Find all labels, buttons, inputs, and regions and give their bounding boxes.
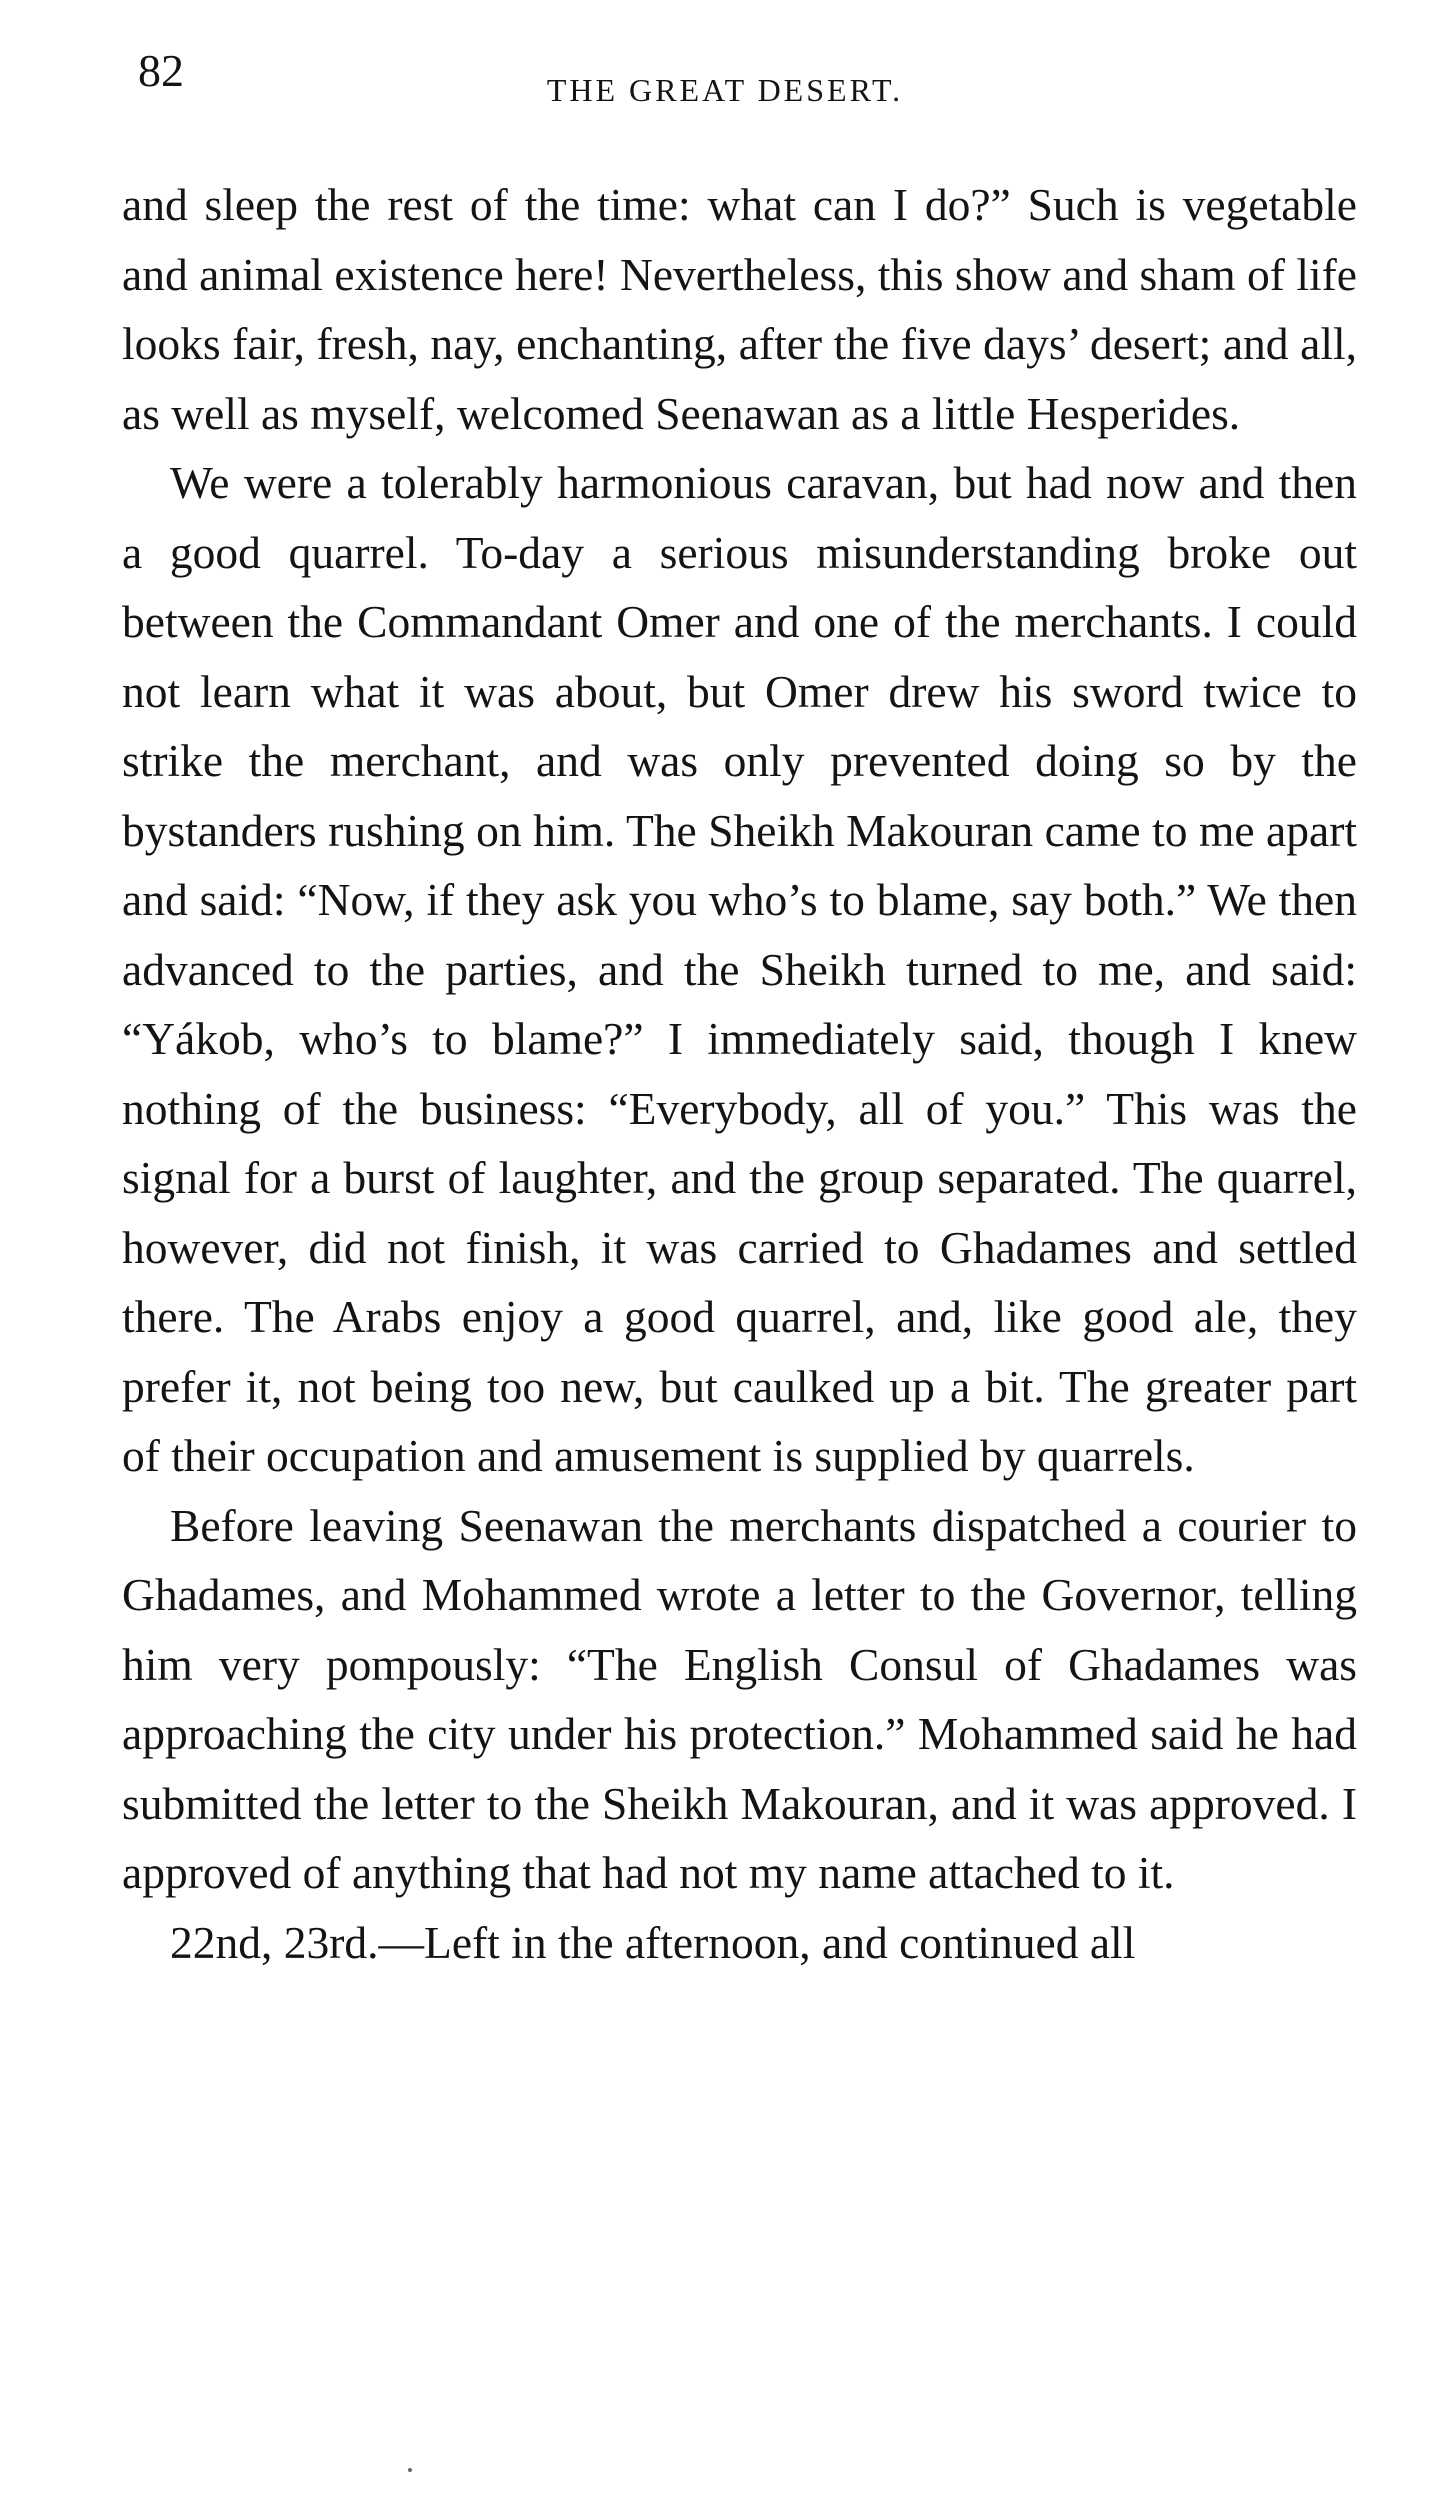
running-title: THE GREAT DESERT. — [546, 72, 904, 108]
page-body — [122, 170, 1357, 1977]
page-number: 82 — [138, 45, 184, 96]
paragraph-courier: Before leaving Seenawan the merchants dispatched a courier to Ghadames, and Mohammed wrote a letter to the Governor, telling him very pompously: “The English Consul of Ghadames was approaching the city under his protection.” Mohammed said he had submitted the letter to the Sheikh Makouran, and it was approved. I approved of anything that had not my name attached to it. — [122, 1499, 1357, 1898]
paragraph-diary-entry: 22nd, 23rd.—Left in the afternoon, and continued all — [170, 1916, 1136, 1968]
paragraph-quarrel: We were a tolerably harmonious caravan, but had now and then a good quarrel. To-day a serious misunderstanding broke out between the Commandant Omer and one of the merchants. I could not learn what it was about, but Omer drew his sword twice to strike the merchant, and was only prevented doing so by the bystanders rushing on him. The Sheikh Makouran came to me apart and said: “Now, if they ask you who’s to blame, say both.” We then advanced to the parties, and the Sheikh turned to me, and said: “Yákob, who’s to blame?” I immediately said, though I knew nothing of the business: “Everybody, all of you.” This was the signal for a burst of laughter, and the group separated. The quarrel, however, did not finish, it was carried to Ghadames and settled there. The Arabs enjoy a good quarrel, and, like good ale, they prefer it, not being too new, but caulked up a bit. The greater part of their occupation and amusement is supplied by quarrels. — [122, 457, 1357, 1481]
speck-mark — [408, 2468, 412, 2472]
paragraph-continuation: and sleep the rest of the time: what can I do?” Such is vegetable and animal existence here! Nevertheless, this show and sham of life looks fair, fresh, nay, enchanting, after the five days’ desert; and all, as well as myself, welcomed Seenawan as a little Hesperides. — [122, 179, 1357, 439]
